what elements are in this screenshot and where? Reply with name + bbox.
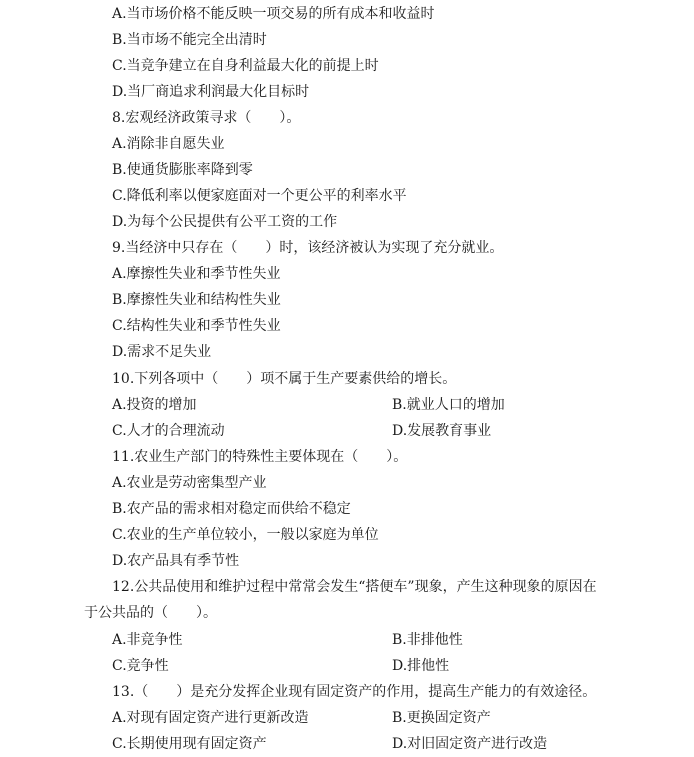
q9-option-c: C.结构性失业和季节性失业 xyxy=(112,318,281,334)
q12-option-a: A.非竞争性 xyxy=(112,632,183,648)
q12-stem-continued: 于公共品的（ ）。 xyxy=(84,605,217,621)
q12-stem: 12.公共品使用和维护过程中常常会发生“搭便车”现象，产生这种现象的原因在 xyxy=(112,579,597,595)
q11-option-b: B.农产品的需求相对稳定而供给不稳定 xyxy=(112,501,351,517)
q10-option-d: D.发展教育事业 xyxy=(392,423,492,439)
q13-stem: 13.（ ）是充分发挥企业现有固定资产的作用，提高生产能力的有效途径。 xyxy=(112,684,597,700)
q11-option-d: D.农产品具有季节性 xyxy=(112,553,240,569)
q12-option-c: C.竞争性 xyxy=(112,658,169,674)
q8-option-d: D.为每个公民提供有公平工资的工作 xyxy=(112,214,338,230)
q9-option-b: B.摩擦性失业和结构性失业 xyxy=(112,292,281,308)
q11-option-a: A.农业是劳动密集型产业 xyxy=(112,475,267,491)
q11-option-c: C.农业的生产单位较小，一般以家庭为单位 xyxy=(112,527,379,543)
q8-option-c: C.降低利率以便家庭面对一个更公平的利率水平 xyxy=(112,188,407,204)
q7-option-d: D.当厂商追求利润最大化目标时 xyxy=(112,84,310,100)
q7-option-a: A.当市场价格不能反映一项交易的所有成本和收益时 xyxy=(112,6,435,22)
q9-stem: 9.当经济中只存在（ ）时，该经济被认为实现了充分就业。 xyxy=(112,240,504,256)
q13-option-b: B.更换固定资产 xyxy=(392,710,491,726)
q11-stem: 11.农业生产部门的特殊性主要体现在（ ）。 xyxy=(112,449,408,465)
q10-option-c: C.人才的合理流动 xyxy=(112,423,225,439)
q12-option-b: B.非排他性 xyxy=(392,632,463,648)
q9-option-d: D.需求不足失业 xyxy=(112,344,212,360)
q13-option-d: D.对旧固定资产进行改造 xyxy=(392,736,548,752)
q10-option-a: A.投资的增加 xyxy=(112,397,197,413)
q8-option-a: A.消除非自愿失业 xyxy=(112,136,225,152)
q9-option-a: A.摩擦性失业和季节性失业 xyxy=(112,266,281,282)
q13-option-c: C.长期使用现有固定资产 xyxy=(112,736,267,752)
q8-stem: 8.宏观经济政策寻求（ ）。 xyxy=(112,110,301,126)
q12-option-d: D.排他性 xyxy=(392,658,450,674)
q13-option-a: A.对现有固定资产进行更新改造 xyxy=(112,710,309,726)
q10-stem: 10.下列各项中（ ）项不属于生产要素供给的增长。 xyxy=(112,371,457,387)
q7-option-c: C.当竞争建立在自身利益最大化的前提上时 xyxy=(112,58,379,74)
q8-option-b: B.使通货膨胀率降到零 xyxy=(112,162,253,178)
q7-option-b: B.当市场不能完全出清时 xyxy=(112,32,267,48)
q10-option-b: B.就业人口的增加 xyxy=(392,397,505,413)
